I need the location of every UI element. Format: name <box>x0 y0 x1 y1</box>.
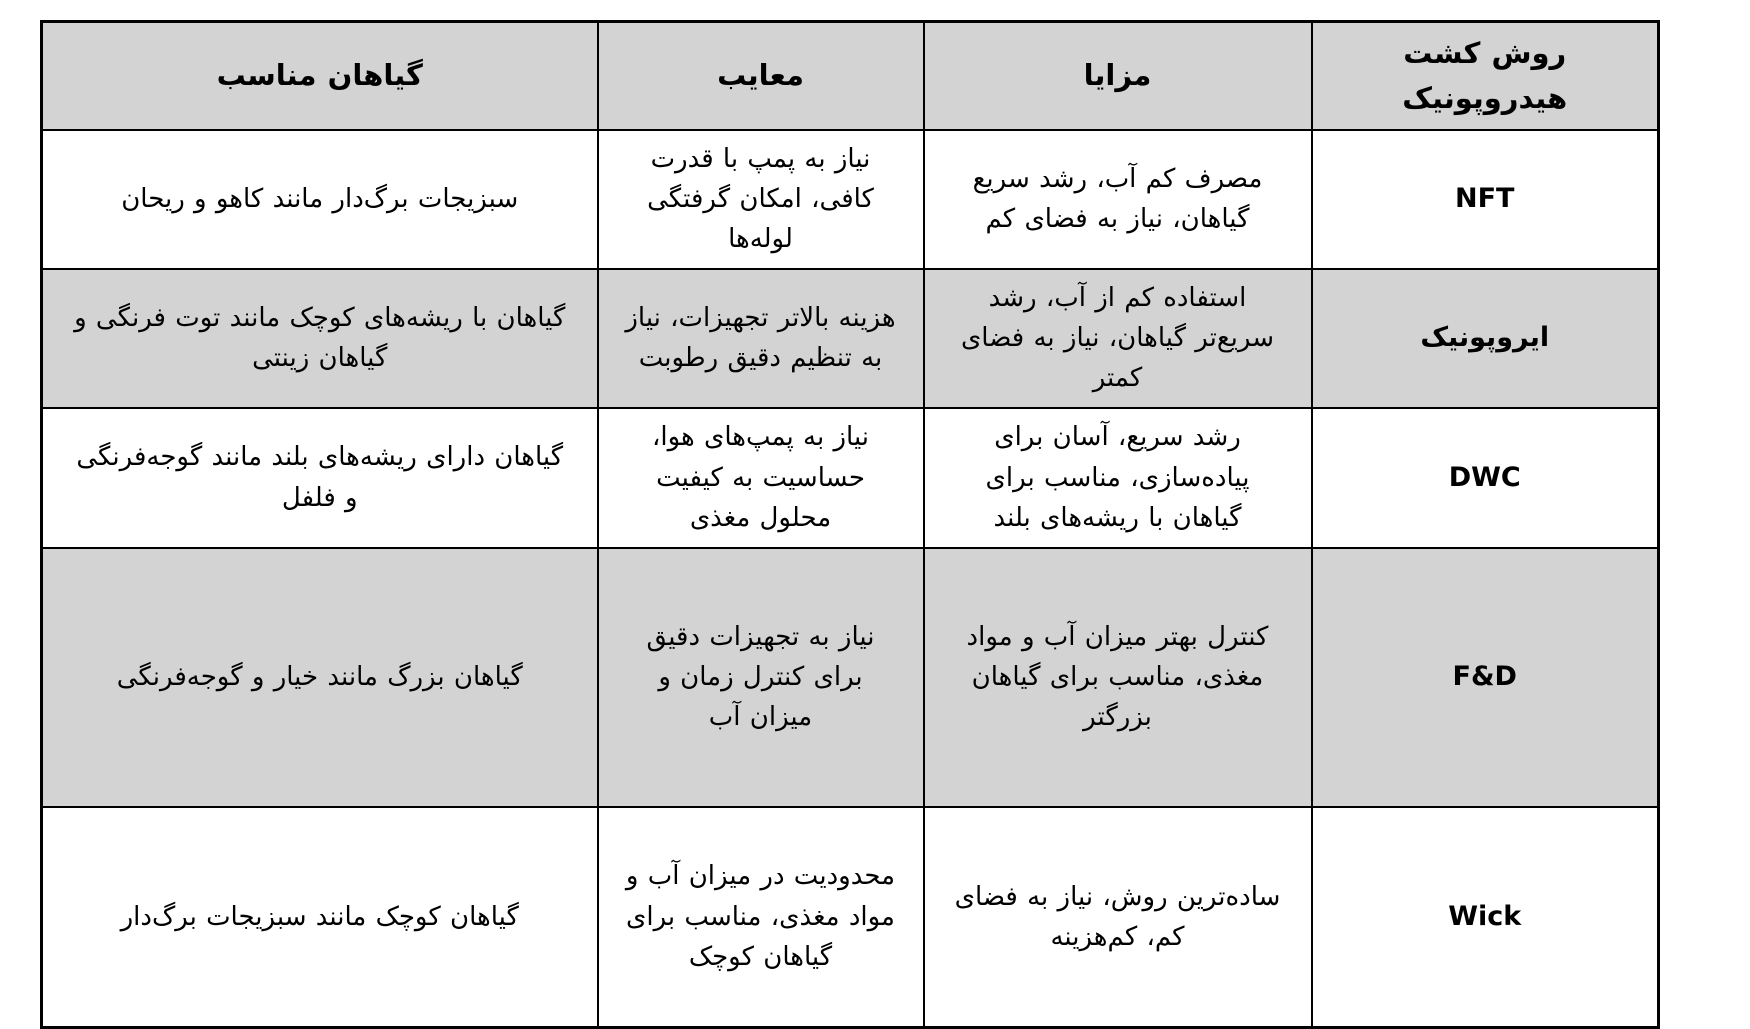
table-row-nft <box>42 130 1659 269</box>
header-suitable-plants: گیاهان مناسب <box>42 22 598 130</box>
hydroponics-table-container <box>40 20 1660 1029</box>
header-advantages: مزایا <box>924 22 1312 130</box>
table-row-aeroponic <box>42 269 1659 408</box>
cell-advantages: استفاده کم از آب، رشد سریع‌تر گیاهان، نیاز به فضای کمتر <box>924 269 1312 408</box>
cell-method: ایروپونیک <box>1312 269 1659 408</box>
cell-suitable-plants: گیاهان بزرگ مانند خیار و گوجه‌فرنگی <box>42 548 598 807</box>
cell-method: F&D <box>1312 548 1659 807</box>
cell-advantages: ساده‌ترین روش، نیاز به فضای کم، کم‌هزینه <box>924 807 1312 1028</box>
cell-disadvantages: هزینه بالاتر تجهیزات، نیاز به تنظیم دقیق رطوبت <box>598 269 924 408</box>
hydroponics-comparison-table <box>40 20 1660 1029</box>
cell-advantages: رشد سریع، آسان برای پیاده‌سازی، مناسب برای گیاهان با ریشه‌های بلند <box>924 408 1312 548</box>
header-method: روش کشت هیدروپونیک <box>1312 22 1659 130</box>
cell-advantages: کنترل بهتر میزان آب و مواد مغذی، مناسب برای گیاهان بزرگتر <box>924 548 1312 807</box>
cell-method: NFT <box>1312 130 1659 269</box>
cell-suitable-plants: گیاهان دارای ریشه‌های بلند مانند گوجه‌فرنگی و فلفل <box>42 408 598 548</box>
table-row-wick <box>42 807 1659 1028</box>
cell-disadvantages: محدودیت در میزان آب و مواد مغذی، مناسب برای گیاهان کوچک <box>598 807 924 1028</box>
cell-disadvantages: نیاز به تجهیزات دقیق برای کنترل زمان و میزان آب <box>598 548 924 807</box>
header-disadvantages: معایب <box>598 22 924 130</box>
cell-method: Wick <box>1312 807 1659 1028</box>
cell-disadvantages: نیاز به پمپ با قدرت کافی، امکان گرفتگی لوله‌ها <box>598 130 924 269</box>
cell-method: DWC <box>1312 408 1659 548</box>
table-row-fd <box>42 548 1659 807</box>
cell-suitable-plants: سبزیجات برگ‌دار مانند کاهو و ریحان <box>42 130 598 269</box>
table-row-dwc <box>42 408 1659 548</box>
header-row <box>42 22 1659 130</box>
cell-suitable-plants: گیاهان با ریشه‌های کوچک مانند توت فرنگی و گیاهان زینتی <box>42 269 598 408</box>
cell-suitable-plants: گیاهان کوچک مانند سبزیجات برگ‌دار <box>42 807 598 1028</box>
cell-advantages: مصرف کم آب، رشد سریع گیاهان، نیاز به فضای کم <box>924 130 1312 269</box>
cell-disadvantages: نیاز به پمپ‌های هوا، حساسیت به کیفیت محلول مغذی <box>598 408 924 548</box>
